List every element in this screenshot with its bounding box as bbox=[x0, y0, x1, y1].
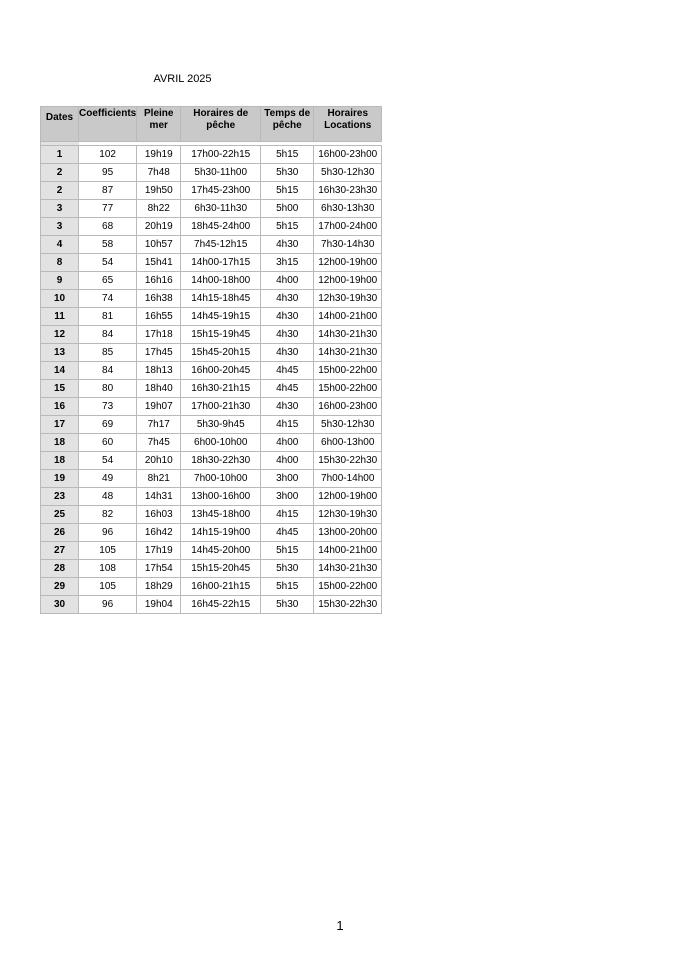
header-horaires-peche: Horaires de pêche bbox=[181, 107, 261, 142]
cell-horaires-locations: 7h30-14h30 bbox=[314, 236, 382, 254]
cell-date: 18 bbox=[41, 452, 79, 470]
cell-temps-peche: 4h30 bbox=[261, 308, 314, 326]
cell-temps-peche: 5h15 bbox=[261, 578, 314, 596]
cell-horaires-locations: 15h00-22h00 bbox=[314, 380, 382, 398]
cell-coefficient: 102 bbox=[79, 146, 137, 164]
cell-coefficient: 54 bbox=[79, 254, 137, 272]
cell-date: 14 bbox=[41, 362, 79, 380]
table-row bbox=[41, 254, 382, 272]
cell-horaires-peche: 18h30-22h30 bbox=[181, 452, 261, 470]
cell-pleine-mer: 19h07 bbox=[137, 398, 181, 416]
cell-horaires-locations: 12h00-19h00 bbox=[314, 488, 382, 506]
cell-horaires-peche: 16h45-22h15 bbox=[181, 596, 261, 614]
table-row bbox=[41, 218, 382, 236]
cell-temps-peche: 4h45 bbox=[261, 362, 314, 380]
cell-horaires-locations: 7h00-14h00 bbox=[314, 470, 382, 488]
cell-pleine-mer: 17h45 bbox=[137, 344, 181, 362]
cell-date: 25 bbox=[41, 506, 79, 524]
table-row bbox=[41, 452, 382, 470]
cell-coefficient: 108 bbox=[79, 560, 137, 578]
cell-date: 13 bbox=[41, 344, 79, 362]
header-dates: Dates bbox=[41, 107, 79, 142]
cell-date: 12 bbox=[41, 326, 79, 344]
cell-date: 23 bbox=[41, 488, 79, 506]
cell-date: 28 bbox=[41, 560, 79, 578]
table-row bbox=[41, 470, 382, 488]
cell-date: 2 bbox=[41, 164, 79, 182]
cell-horaires-peche: 13h00-16h00 bbox=[181, 488, 261, 506]
cell-temps-peche: 4h15 bbox=[261, 506, 314, 524]
cell-temps-peche: 3h00 bbox=[261, 488, 314, 506]
table-row bbox=[41, 578, 382, 596]
cell-date: 15 bbox=[41, 380, 79, 398]
cell-date: 3 bbox=[41, 200, 79, 218]
cell-horaires-locations: 6h30-13h30 bbox=[314, 200, 382, 218]
cell-horaires-locations: 13h00-20h00 bbox=[314, 524, 382, 542]
cell-coefficient: 96 bbox=[79, 596, 137, 614]
cell-horaires-locations: 14h00-21h00 bbox=[314, 308, 382, 326]
cell-date: 2 bbox=[41, 182, 79, 200]
cell-temps-peche: 5h30 bbox=[261, 560, 314, 578]
table-row bbox=[41, 560, 382, 578]
cell-date: 30 bbox=[41, 596, 79, 614]
cell-coefficient: 74 bbox=[79, 290, 137, 308]
cell-coefficient: 105 bbox=[79, 578, 137, 596]
cell-pleine-mer: 19h19 bbox=[137, 146, 181, 164]
cell-pleine-mer: 16h03 bbox=[137, 506, 181, 524]
cell-horaires-peche: 14h45-19h15 bbox=[181, 308, 261, 326]
cell-temps-peche: 5h30 bbox=[261, 596, 314, 614]
cell-temps-peche: 4h15 bbox=[261, 416, 314, 434]
table-row bbox=[41, 326, 382, 344]
cell-coefficient: 69 bbox=[79, 416, 137, 434]
table-row bbox=[41, 182, 382, 200]
cell-horaires-peche: 15h15-19h45 bbox=[181, 326, 261, 344]
cell-date: 27 bbox=[41, 542, 79, 560]
cell-horaires-locations: 15h30-22h30 bbox=[314, 596, 382, 614]
cell-horaires-locations: 12h00-19h00 bbox=[314, 254, 382, 272]
table-row bbox=[41, 308, 382, 326]
table-row bbox=[41, 506, 382, 524]
cell-horaires-peche: 18h45-24h00 bbox=[181, 218, 261, 236]
table-row bbox=[41, 200, 382, 218]
cell-horaires-locations: 16h30-23h30 bbox=[314, 182, 382, 200]
table-header-row bbox=[41, 107, 382, 142]
cell-temps-peche: 4h45 bbox=[261, 380, 314, 398]
table-row bbox=[41, 290, 382, 308]
cell-horaires-locations: 14h30-21h30 bbox=[314, 344, 382, 362]
cell-horaires-peche: 16h00-20h45 bbox=[181, 362, 261, 380]
cell-coefficient: 80 bbox=[79, 380, 137, 398]
cell-temps-peche: 4h30 bbox=[261, 236, 314, 254]
cell-date: 1 bbox=[41, 146, 79, 164]
cell-date: 3 bbox=[41, 218, 79, 236]
cell-coefficient: 65 bbox=[79, 272, 137, 290]
cell-horaires-locations: 14h00-21h00 bbox=[314, 542, 382, 560]
cell-date: 4 bbox=[41, 236, 79, 254]
table-row bbox=[41, 434, 382, 452]
cell-horaires-peche: 14h45-20h00 bbox=[181, 542, 261, 560]
header-coefficients: Coefficients bbox=[79, 107, 137, 142]
cell-date: 26 bbox=[41, 524, 79, 542]
page-number: 1 bbox=[336, 918, 344, 933]
cell-coefficient: 58 bbox=[79, 236, 137, 254]
cell-date: 18 bbox=[41, 434, 79, 452]
cell-pleine-mer: 17h19 bbox=[137, 542, 181, 560]
cell-coefficient: 73 bbox=[79, 398, 137, 416]
cell-horaires-peche: 7h45-12h15 bbox=[181, 236, 261, 254]
cell-date: 11 bbox=[41, 308, 79, 326]
cell-temps-peche: 4h00 bbox=[261, 452, 314, 470]
table-row bbox=[41, 344, 382, 362]
cell-horaires-locations: 15h30-22h30 bbox=[314, 452, 382, 470]
cell-temps-peche: 4h00 bbox=[261, 272, 314, 290]
cell-temps-peche: 5h15 bbox=[261, 182, 314, 200]
cell-horaires-locations: 16h00-23h00 bbox=[314, 398, 382, 416]
table-row bbox=[41, 398, 382, 416]
cell-horaires-locations: 14h30-21h30 bbox=[314, 560, 382, 578]
cell-pleine-mer: 17h18 bbox=[137, 326, 181, 344]
cell-temps-peche: 4h30 bbox=[261, 398, 314, 416]
cell-horaires-locations: 6h00-13h00 bbox=[314, 434, 382, 452]
cell-temps-peche: 3h15 bbox=[261, 254, 314, 272]
cell-horaires-locations: 16h00-23h00 bbox=[314, 146, 382, 164]
cell-horaires-locations: 12h30-19h30 bbox=[314, 290, 382, 308]
cell-horaires-locations: 5h30-12h30 bbox=[314, 164, 382, 182]
cell-pleine-mer: 10h57 bbox=[137, 236, 181, 254]
table-row bbox=[41, 146, 382, 164]
table-row bbox=[41, 164, 382, 182]
cell-date: 8 bbox=[41, 254, 79, 272]
tide-schedule-table bbox=[40, 106, 382, 614]
cell-pleine-mer: 14h31 bbox=[137, 488, 181, 506]
cell-horaires-locations: 12h00-19h00 bbox=[314, 272, 382, 290]
cell-horaires-peche: 16h00-21h15 bbox=[181, 578, 261, 596]
cell-horaires-peche: 7h00-10h00 bbox=[181, 470, 261, 488]
cell-pleine-mer: 20h19 bbox=[137, 218, 181, 236]
cell-pleine-mer: 16h42 bbox=[137, 524, 181, 542]
cell-horaires-locations: 17h00-24h00 bbox=[314, 218, 382, 236]
cell-horaires-locations: 15h00-22h00 bbox=[314, 578, 382, 596]
cell-horaires-peche: 15h15-20h45 bbox=[181, 560, 261, 578]
cell-temps-peche: 4h45 bbox=[261, 524, 314, 542]
cell-horaires-peche: 6h30-11h30 bbox=[181, 200, 261, 218]
cell-horaires-peche: 13h45-18h00 bbox=[181, 506, 261, 524]
cell-temps-peche: 4h30 bbox=[261, 344, 314, 362]
header-horaires-locations: Horaires Locations bbox=[314, 107, 382, 142]
cell-date: 17 bbox=[41, 416, 79, 434]
cell-coefficient: 54 bbox=[79, 452, 137, 470]
cell-horaires-peche: 17h00-22h15 bbox=[181, 146, 261, 164]
cell-coefficient: 95 bbox=[79, 164, 137, 182]
page-title: AVRIL 2025 bbox=[153, 73, 212, 85]
cell-date: 10 bbox=[41, 290, 79, 308]
cell-horaires-peche: 17h45-23h00 bbox=[181, 182, 261, 200]
cell-temps-peche: 5h15 bbox=[261, 542, 314, 560]
cell-coefficient: 77 bbox=[79, 200, 137, 218]
cell-coefficient: 48 bbox=[79, 488, 137, 506]
table-row bbox=[41, 272, 382, 290]
cell-temps-peche: 5h15 bbox=[261, 146, 314, 164]
cell-horaires-peche: 5h30-11h00 bbox=[181, 164, 261, 182]
header-temps-peche: Temps de pêche bbox=[261, 107, 314, 142]
cell-temps-peche: 5h00 bbox=[261, 200, 314, 218]
cell-coefficient: 82 bbox=[79, 506, 137, 524]
cell-temps-peche: 4h00 bbox=[261, 434, 314, 452]
cell-pleine-mer: 18h29 bbox=[137, 578, 181, 596]
cell-pleine-mer: 16h16 bbox=[137, 272, 181, 290]
cell-temps-peche: 5h15 bbox=[261, 218, 314, 236]
cell-date: 9 bbox=[41, 272, 79, 290]
cell-horaires-locations: 14h30-21h30 bbox=[314, 326, 382, 344]
cell-pleine-mer: 18h13 bbox=[137, 362, 181, 380]
cell-horaires-peche: 14h00-17h15 bbox=[181, 254, 261, 272]
cell-coefficient: 60 bbox=[79, 434, 137, 452]
cell-coefficient: 87 bbox=[79, 182, 137, 200]
table-row bbox=[41, 596, 382, 614]
table-row bbox=[41, 236, 382, 254]
cell-pleine-mer: 8h21 bbox=[137, 470, 181, 488]
cell-date: 19 bbox=[41, 470, 79, 488]
cell-temps-peche: 5h30 bbox=[261, 164, 314, 182]
cell-pleine-mer: 16h38 bbox=[137, 290, 181, 308]
cell-date: 16 bbox=[41, 398, 79, 416]
cell-horaires-peche: 17h00-21h30 bbox=[181, 398, 261, 416]
cell-pleine-mer: 19h04 bbox=[137, 596, 181, 614]
cell-coefficient: 96 bbox=[79, 524, 137, 542]
header-pleine-mer: Pleine mer bbox=[137, 107, 181, 142]
cell-pleine-mer: 8h22 bbox=[137, 200, 181, 218]
cell-pleine-mer: 19h50 bbox=[137, 182, 181, 200]
cell-horaires-peche: 14h00-18h00 bbox=[181, 272, 261, 290]
cell-date: 29 bbox=[41, 578, 79, 596]
cell-pleine-mer: 7h45 bbox=[137, 434, 181, 452]
cell-pleine-mer: 16h55 bbox=[137, 308, 181, 326]
table-body bbox=[41, 142, 382, 614]
table-row bbox=[41, 488, 382, 506]
cell-horaires-peche: 6h00-10h00 bbox=[181, 434, 261, 452]
cell-horaires-locations: 5h30-12h30 bbox=[314, 416, 382, 434]
cell-horaires-locations: 12h30-19h30 bbox=[314, 506, 382, 524]
cell-horaires-peche: 14h15-18h45 bbox=[181, 290, 261, 308]
table-row bbox=[41, 380, 382, 398]
table-row bbox=[41, 524, 382, 542]
cell-horaires-peche: 15h45-20h15 bbox=[181, 344, 261, 362]
cell-pleine-mer: 17h54 bbox=[137, 560, 181, 578]
cell-coefficient: 105 bbox=[79, 542, 137, 560]
cell-temps-peche: 4h30 bbox=[261, 326, 314, 344]
cell-temps-peche: 3h00 bbox=[261, 470, 314, 488]
cell-temps-peche: 4h30 bbox=[261, 290, 314, 308]
cell-pleine-mer: 18h40 bbox=[137, 380, 181, 398]
cell-pleine-mer: 7h17 bbox=[137, 416, 181, 434]
cell-coefficient: 84 bbox=[79, 326, 137, 344]
cell-horaires-peche: 16h30-21h15 bbox=[181, 380, 261, 398]
cell-horaires-peche: 14h15-19h00 bbox=[181, 524, 261, 542]
table-row bbox=[41, 362, 382, 380]
cell-coefficient: 81 bbox=[79, 308, 137, 326]
table-row bbox=[41, 416, 382, 434]
cell-coefficient: 49 bbox=[79, 470, 137, 488]
table-row bbox=[41, 542, 382, 560]
cell-coefficient: 85 bbox=[79, 344, 137, 362]
cell-pleine-mer: 15h41 bbox=[137, 254, 181, 272]
cell-horaires-locations: 15h00-22h00 bbox=[314, 362, 382, 380]
cell-coefficient: 68 bbox=[79, 218, 137, 236]
cell-pleine-mer: 7h48 bbox=[137, 164, 181, 182]
cell-pleine-mer: 20h10 bbox=[137, 452, 181, 470]
cell-coefficient: 84 bbox=[79, 362, 137, 380]
cell-horaires-peche: 5h30-9h45 bbox=[181, 416, 261, 434]
